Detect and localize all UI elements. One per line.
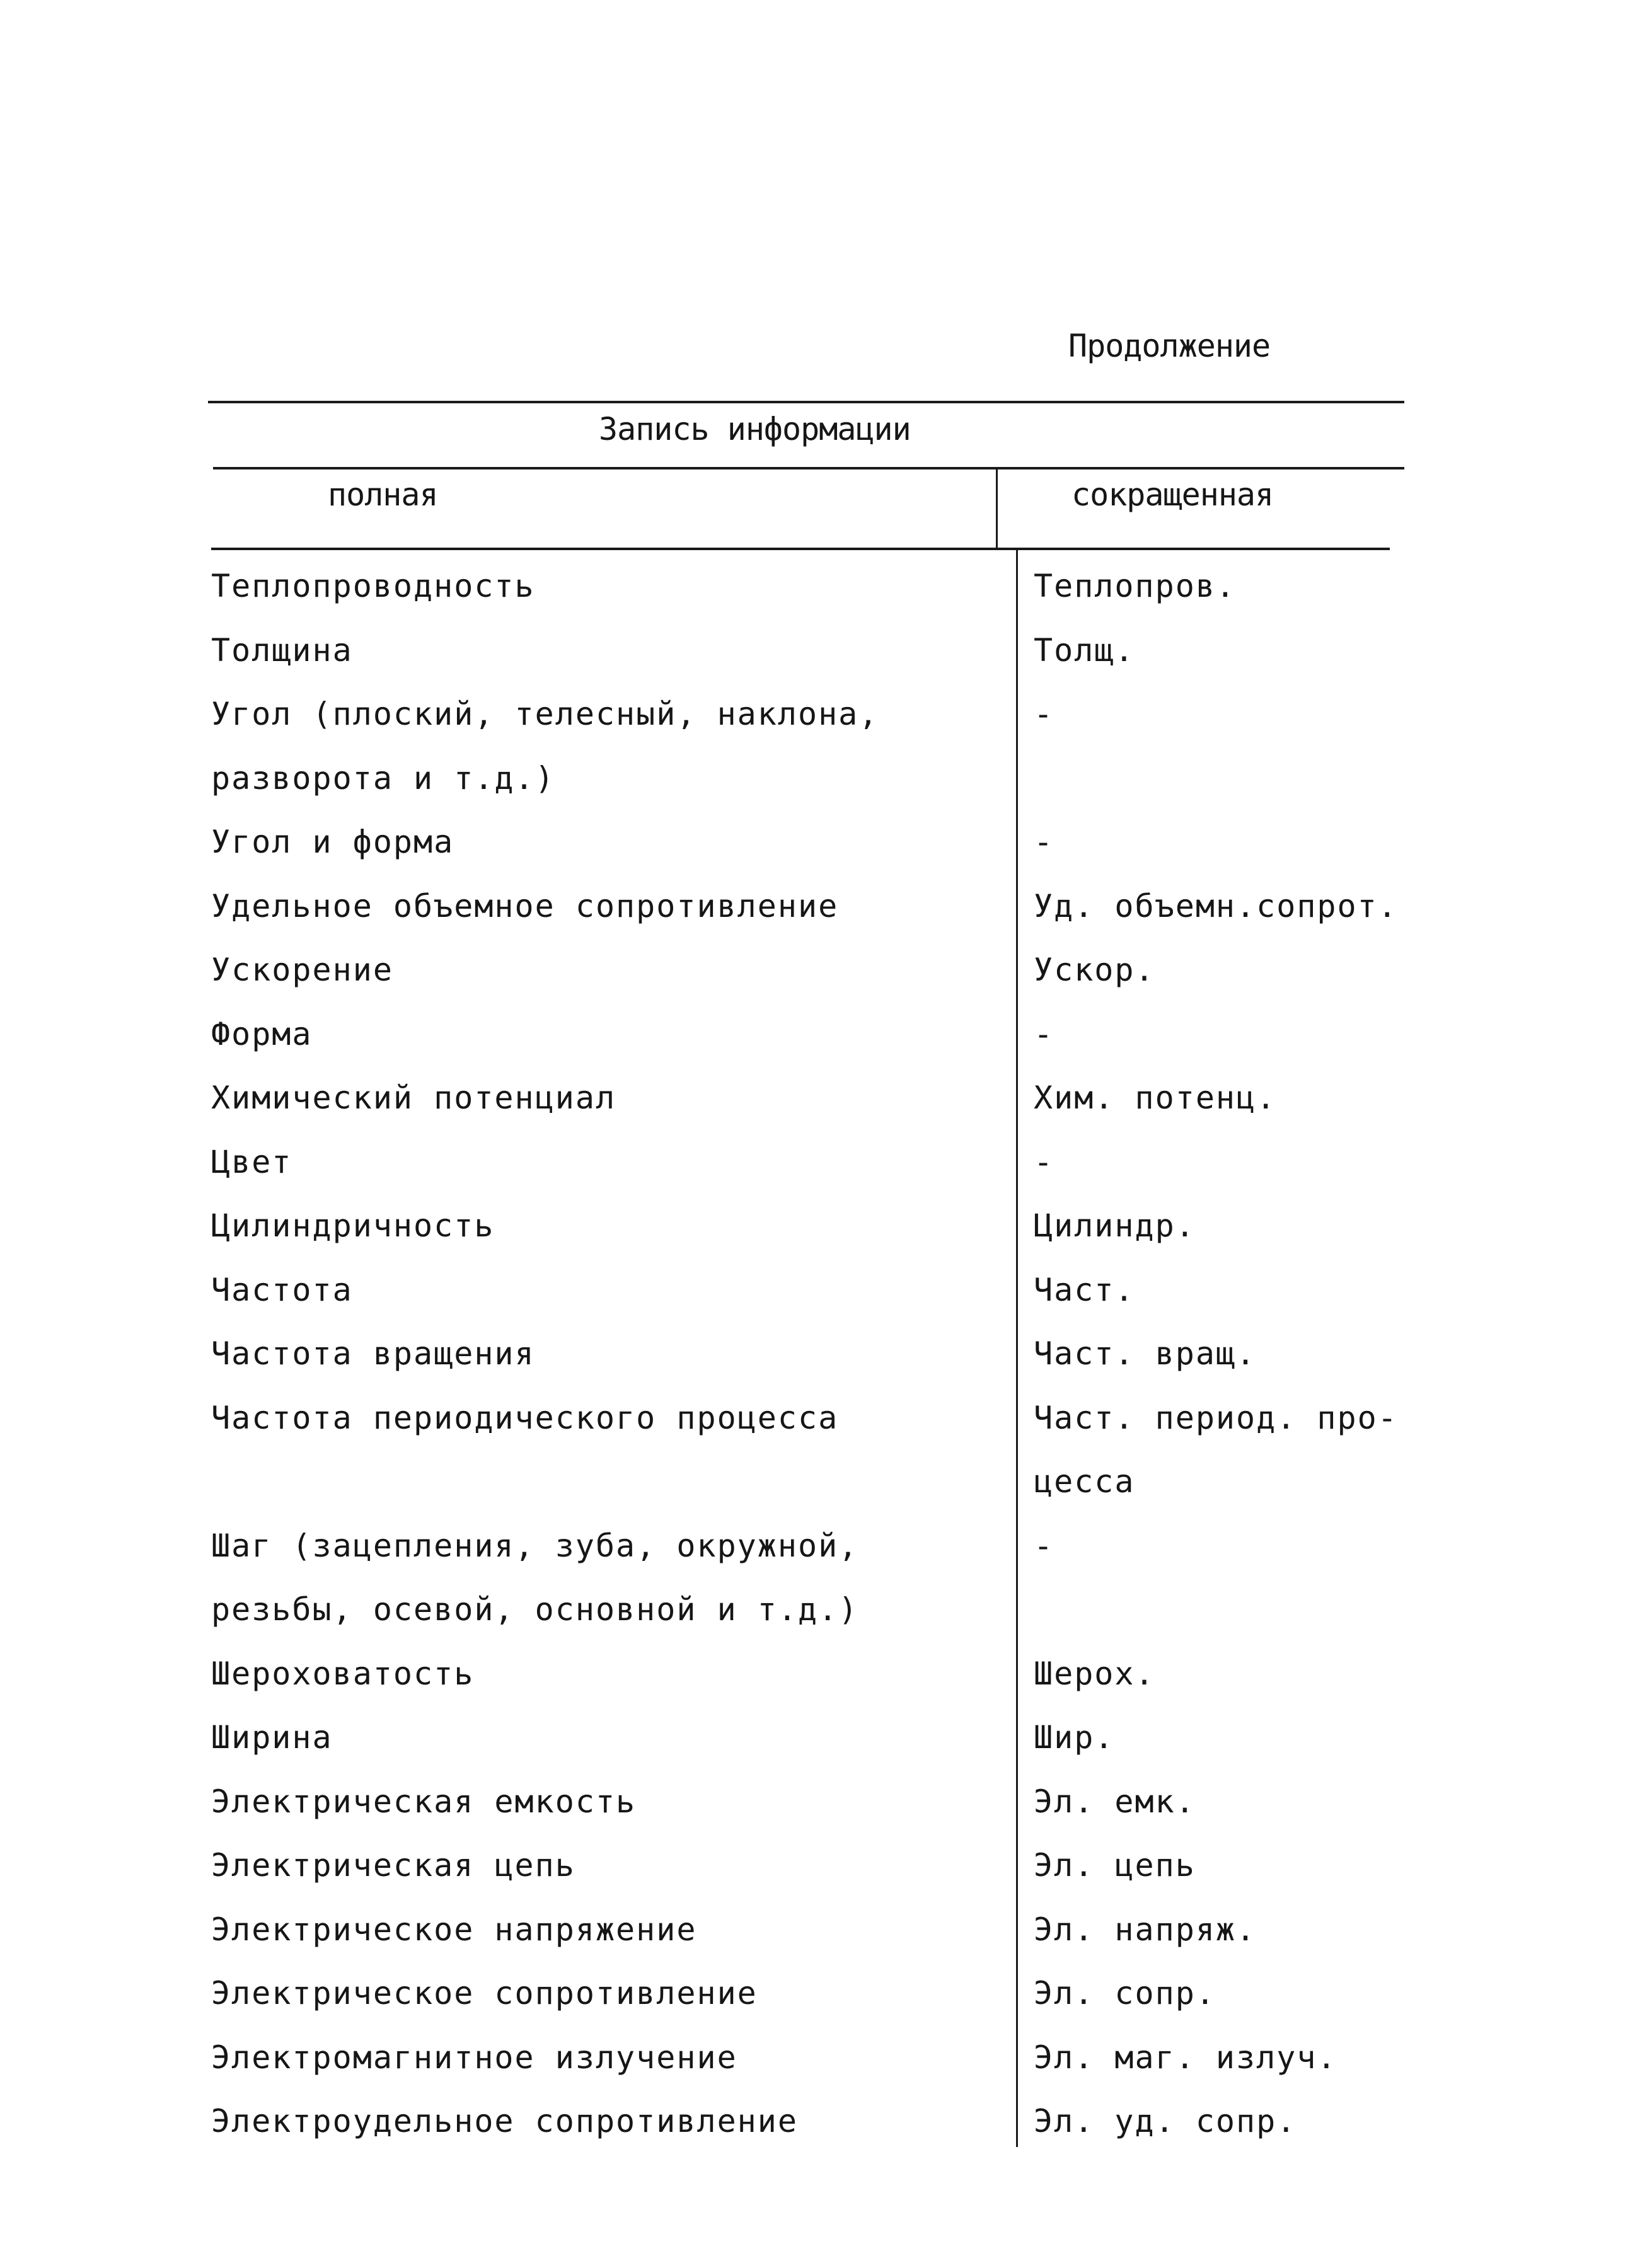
table-cell-full: Цилиндричность	[211, 1207, 495, 1244]
table-cell-full: Химический потенциал	[211, 1079, 616, 1116]
header-column-divider	[996, 467, 998, 548]
table-cell-short: -	[1034, 1016, 1054, 1052]
table-cell-short: -	[1034, 1144, 1054, 1180]
table-subheader-rule	[213, 467, 1404, 469]
table-cell-full: Угол и форма	[211, 824, 454, 860]
table-cell-short: Толщ.	[1034, 632, 1135, 669]
table-cell-full: Форма	[211, 1016, 313, 1052]
table-cell-full: Шероховатость	[211, 1655, 475, 1692]
table-cell-short: Цилиндр.	[1034, 1207, 1196, 1244]
table-header-bottom-rule	[211, 548, 1390, 550]
table-cell-short: -	[1034, 1528, 1054, 1564]
table-cell-full: Электромагнитное излучение	[211, 2039, 737, 2076]
table-cell-full: Удельное объемное сопротивление	[211, 888, 839, 924]
table-cell-full: разворота и т.д.)	[211, 760, 555, 797]
table-cell-short: Шир.	[1034, 1719, 1115, 1756]
table-cell-full: Шаг (зацепления, зуба, окружной,	[211, 1528, 859, 1564]
table-cell-full: Ускорение	[211, 952, 393, 988]
table-cell-short: Хим. потенц.	[1034, 1079, 1277, 1116]
table-cell-short: Эл. емк.	[1034, 1783, 1196, 1820]
table-cell-full: Ширина	[211, 1719, 333, 1756]
table-cell-short: Част. период. про-	[1034, 1400, 1398, 1436]
table-cell-short: Част.	[1034, 1272, 1135, 1308]
table-cell-short: Эл. уд. сопр.	[1034, 2103, 1297, 2139]
table-cell-short: Теплопров.	[1034, 568, 1237, 604]
table-top-rule	[208, 401, 1404, 403]
table-cell-full: Электрическое напряжение	[211, 1911, 697, 1948]
table-cell-full: Угол (плоский, телесный, наклона,	[211, 696, 879, 732]
table-cell-full: Электрическая емкость	[211, 1783, 637, 1820]
table-group-header: Запись информации	[599, 411, 911, 447]
table-cell-short: Эл. цепь	[1034, 1847, 1196, 1884]
table-cell-full: резьбы, осевой, основной и т.д.)	[211, 1591, 859, 1628]
table-cell-full: Частота	[211, 1272, 353, 1308]
table-cell-short: Ускор.	[1034, 952, 1155, 988]
table-cell-short: Эл. сопр.	[1034, 1975, 1216, 2012]
table-cell-short: Шерох.	[1034, 1655, 1155, 1692]
table-cell-full: Частота вращения	[211, 1335, 535, 1372]
table-cell-short: -	[1034, 824, 1054, 860]
table-cell-short: Эл. маг. излуч.	[1034, 2039, 1337, 2076]
table-cell-short: Эл. напряж.	[1034, 1911, 1257, 1948]
column-header-full: полная	[328, 476, 438, 513]
continuation-label: Продолжение	[1068, 328, 1271, 364]
table-cell-short: Уд. объемн.сопрот.	[1034, 888, 1398, 924]
table-cell-full: Электроудельное сопротивление	[211, 2103, 798, 2139]
table-cell-full: Электрическая цепь	[211, 1847, 575, 1884]
table-cell-full: Толщина	[211, 632, 353, 669]
table-cell-short: -	[1034, 696, 1054, 732]
table-cell-full: Частота периодического процесса	[211, 1400, 839, 1436]
table-cell-short: цесса	[1034, 1463, 1135, 1500]
column-header-short: сокращенная	[1071, 476, 1274, 513]
table-cell-full: Цвет	[211, 1144, 292, 1180]
table-cell-full: Электрическое сопротивление	[211, 1975, 758, 2012]
table-cell-full: Теплопроводность	[211, 568, 535, 604]
table-cell-short: Част. вращ.	[1034, 1335, 1257, 1372]
body-column-divider	[1016, 548, 1018, 2147]
